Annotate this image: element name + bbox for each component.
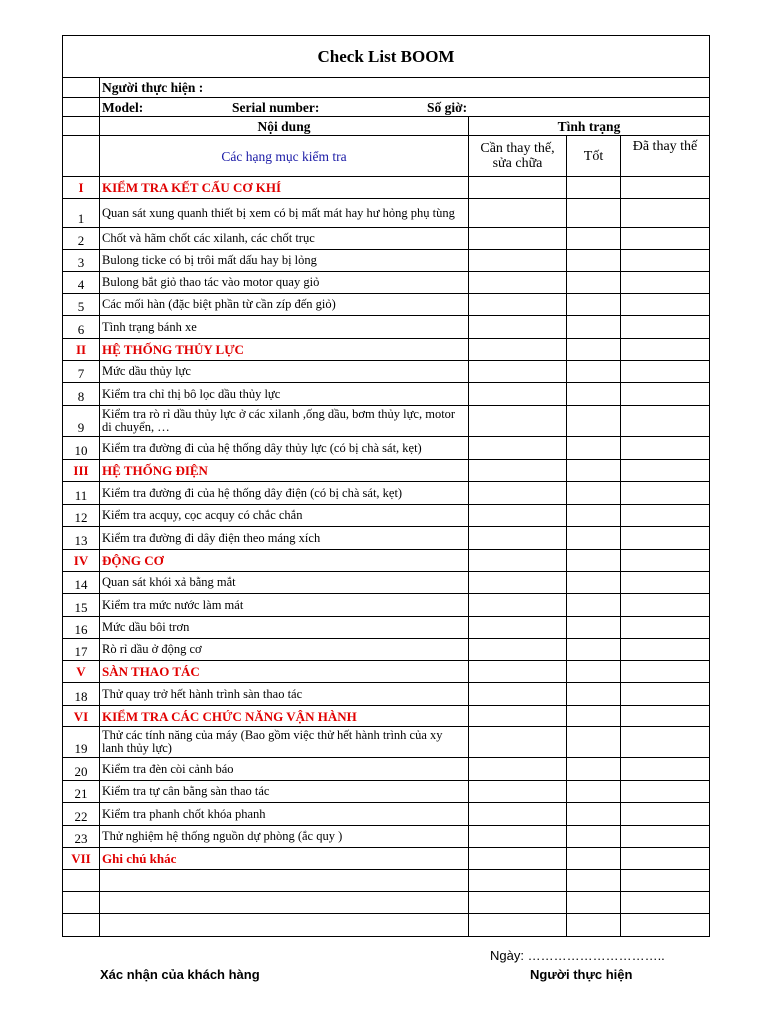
good-checkbox-cell[interactable] bbox=[567, 803, 621, 826]
item-description: Các mối hàn (đặc biệt phần từ cần zíp đến giỏ) bbox=[100, 294, 469, 316]
item-number: 17 bbox=[63, 639, 100, 661]
replaced-checkbox-cell[interactable] bbox=[621, 870, 710, 892]
replaced-checkbox-cell[interactable] bbox=[621, 294, 710, 316]
replaced-checkbox-cell[interactable] bbox=[621, 572, 710, 594]
replace-repair-checkbox-cell[interactable] bbox=[469, 250, 567, 272]
good-checkbox-cell[interactable] bbox=[567, 505, 621, 527]
replace-repair-checkbox-cell[interactable] bbox=[469, 505, 567, 527]
checklist-item-row bbox=[63, 727, 710, 758]
replaced-checkbox-cell[interactable] bbox=[621, 758, 710, 781]
replaced-checkbox-cell[interactable] bbox=[621, 482, 710, 505]
replace-repair-checkbox-cell[interactable] bbox=[469, 316, 567, 339]
checklist-item-row bbox=[63, 781, 710, 803]
items-heading: Các hạng mục kiểm tra bbox=[100, 136, 469, 177]
good-checkbox-cell[interactable] bbox=[567, 870, 621, 892]
item-number: 11 bbox=[63, 482, 100, 505]
item-number: 15 bbox=[63, 594, 100, 617]
item-number: 22 bbox=[63, 803, 100, 826]
item-description: Bulong bắt giỏ thao tác vào motor quay giỏ bbox=[100, 272, 469, 294]
replace-repair-checkbox-cell[interactable] bbox=[469, 870, 567, 892]
replace-repair-checkbox-cell[interactable] bbox=[469, 550, 567, 572]
replace-repair-checkbox-cell[interactable] bbox=[469, 199, 567, 228]
good-checkbox-cell[interactable] bbox=[567, 826, 621, 848]
checklist-item-row bbox=[63, 639, 710, 661]
checklist-item-row bbox=[63, 683, 710, 706]
item-number: 7 bbox=[63, 361, 100, 383]
replace-repair-checkbox-cell[interactable] bbox=[469, 437, 567, 460]
good-checkbox-cell[interactable] bbox=[567, 758, 621, 781]
item-number: 9 bbox=[63, 406, 100, 437]
replaced-checkbox-cell[interactable] bbox=[621, 683, 710, 706]
replace-repair-checkbox-cell[interactable] bbox=[469, 572, 567, 594]
item-description: Mức dầu bôi trơn bbox=[100, 617, 469, 639]
good-checkbox-cell[interactable] bbox=[567, 781, 621, 803]
replace-repair-checkbox-cell[interactable] bbox=[469, 661, 567, 683]
performer-field[interactable]: Người thực hiện : bbox=[100, 78, 710, 98]
section-number: V bbox=[63, 661, 100, 683]
replace-repair-checkbox-cell[interactable] bbox=[469, 758, 567, 781]
item-description: Kiểm tra chỉ thị bô lọc dầu thủy lực bbox=[100, 383, 469, 406]
good-checkbox-cell[interactable] bbox=[567, 594, 621, 617]
replaced-checkbox-cell[interactable] bbox=[621, 383, 710, 406]
item-number: 3 bbox=[63, 250, 100, 272]
good-checkbox-cell[interactable] bbox=[567, 914, 621, 937]
item-description: Thử các tính năng của máy (Bao gồm việc thử hết hành trình của xy lanh thủy lực) bbox=[100, 727, 469, 758]
replaced-checkbox-cell[interactable] bbox=[621, 177, 710, 199]
item-description: Kiểm tra acquy, cọc acquy có chắc chắn bbox=[100, 505, 469, 527]
good-checkbox-cell[interactable] bbox=[567, 406, 621, 437]
status-column-header: Tình trạng bbox=[469, 117, 710, 136]
item-number: 19 bbox=[63, 727, 100, 758]
blank-number-cell bbox=[63, 870, 100, 892]
replace-repair-checkbox-cell[interactable] bbox=[469, 914, 567, 937]
replace-repair-checkbox-cell[interactable] bbox=[469, 177, 567, 199]
good-checkbox-cell[interactable] bbox=[567, 177, 621, 199]
checklist-item-row bbox=[63, 572, 710, 594]
checklist-item-row bbox=[63, 250, 710, 272]
section-row bbox=[63, 339, 710, 361]
item-number: 21 bbox=[63, 781, 100, 803]
replaced-checkbox-cell[interactable] bbox=[621, 617, 710, 639]
replaced-checkbox-cell[interactable] bbox=[621, 250, 710, 272]
checklist-table bbox=[62, 35, 710, 937]
item-number: 5 bbox=[63, 294, 100, 316]
page-title: Check List BOOM bbox=[63, 36, 710, 78]
item-description: Quan sát xung quanh thiết bị xem có bị mất mát hay hư hỏng phụ tùng bbox=[100, 199, 469, 228]
item-number: 8 bbox=[63, 383, 100, 406]
good-column-header: Tốt bbox=[567, 136, 621, 177]
checklist-item-row bbox=[63, 199, 710, 228]
replaced-checkbox-cell[interactable] bbox=[621, 339, 710, 361]
replaced-checkbox-cell[interactable] bbox=[621, 460, 710, 482]
replaced-checkbox-cell[interactable] bbox=[621, 406, 710, 437]
item-description: Tình trạng bánh xe bbox=[100, 316, 469, 339]
item-description: Kiểm tra đường đi của hệ thống dây thủy lực (có bị chà sát, kẹt) bbox=[100, 437, 469, 460]
section-number: IV bbox=[63, 550, 100, 572]
item-number: 4 bbox=[63, 272, 100, 294]
model-label: Model: bbox=[102, 99, 144, 115]
blank-note-row bbox=[63, 870, 710, 892]
replace-repair-column-header: Cần thay thế, sửa chữa bbox=[469, 136, 567, 177]
replace-repair-checkbox-cell[interactable] bbox=[469, 383, 567, 406]
good-checkbox-cell[interactable] bbox=[567, 527, 621, 550]
section-row bbox=[63, 177, 710, 199]
good-checkbox-cell[interactable] bbox=[567, 550, 621, 572]
good-checkbox-cell[interactable] bbox=[567, 228, 621, 250]
replace-repair-checkbox-cell[interactable] bbox=[469, 361, 567, 383]
item-description: Kiểm tra tự cân bằng sàn thao tác bbox=[100, 781, 469, 803]
item-number: 10 bbox=[63, 437, 100, 460]
replace-repair-checkbox-cell[interactable] bbox=[469, 826, 567, 848]
replaced-checkbox-cell[interactable] bbox=[621, 199, 710, 228]
replaced-checkbox-cell[interactable] bbox=[621, 272, 710, 294]
blank-number-cell bbox=[63, 892, 100, 914]
replaced-checkbox-cell[interactable] bbox=[621, 361, 710, 383]
customer-confirmation-label: Xác nhận của khách hàng bbox=[100, 967, 260, 982]
good-checkbox-cell[interactable] bbox=[567, 272, 621, 294]
checklist-item-row bbox=[63, 482, 710, 505]
replace-repair-checkbox-cell[interactable] bbox=[469, 482, 567, 505]
replace-repair-checkbox-cell[interactable] bbox=[469, 781, 567, 803]
good-checkbox-cell[interactable] bbox=[567, 383, 621, 406]
replace-repair-checkbox-cell[interactable] bbox=[469, 339, 567, 361]
replace-repair-checkbox-cell[interactable] bbox=[469, 594, 567, 617]
item-number: 18 bbox=[63, 683, 100, 706]
item-number: 2 bbox=[63, 228, 100, 250]
section-row bbox=[63, 460, 710, 482]
replace-repair-checkbox-cell[interactable] bbox=[469, 617, 567, 639]
good-checkbox-cell[interactable] bbox=[567, 848, 621, 870]
replace-repair-checkbox-cell[interactable] bbox=[469, 892, 567, 914]
good-checkbox-cell[interactable] bbox=[567, 727, 621, 758]
replaced-column-header: Đã thay thế bbox=[621, 136, 710, 177]
good-checkbox-cell[interactable] bbox=[567, 892, 621, 914]
replace-repair-checkbox-cell[interactable] bbox=[469, 848, 567, 870]
item-description: Quan sát khói xả bằng mắt bbox=[100, 572, 469, 594]
section-title: KIỂM TRA CÁC CHỨC NĂNG VẬN HÀNH bbox=[100, 706, 469, 727]
good-checkbox-cell[interactable] bbox=[567, 361, 621, 383]
item-description: Bulong ticke có bị trôi mất dấu hay bị lỏng bbox=[100, 250, 469, 272]
replaced-checkbox-cell[interactable] bbox=[621, 505, 710, 527]
model-serial-hours-row[interactable] bbox=[100, 98, 710, 117]
content-column-header: Nội dung bbox=[100, 117, 469, 136]
checklist-item-row bbox=[63, 826, 710, 848]
good-checkbox-cell[interactable] bbox=[567, 250, 621, 272]
replaced-checkbox-cell[interactable] bbox=[621, 706, 710, 727]
good-checkbox-cell[interactable] bbox=[567, 661, 621, 683]
replaced-checkbox-cell[interactable] bbox=[621, 781, 710, 803]
item-description: Kiểm tra phanh chốt khóa phanh bbox=[100, 803, 469, 826]
item-description: Kiểm tra đường đi dây điện theo máng xích bbox=[100, 527, 469, 550]
item-description: Thử quay trở hết hành trình sàn thao tác bbox=[100, 683, 469, 706]
checklist-item-row bbox=[63, 437, 710, 460]
item-description: Kiểm tra rò rỉ dầu thủy lực ở các xilanh ,ống dầu, bơm thủy lực, motor di chuyển, … bbox=[100, 406, 469, 437]
section-row bbox=[63, 661, 710, 683]
replaced-checkbox-cell[interactable] bbox=[621, 527, 710, 550]
good-checkbox-cell[interactable] bbox=[567, 617, 621, 639]
replace-repair-checkbox-cell[interactable] bbox=[469, 706, 567, 727]
section-title: KIỂM TRA KẾT CẤU CƠ KHÍ bbox=[100, 177, 469, 199]
good-checkbox-cell[interactable] bbox=[567, 706, 621, 727]
good-checkbox-cell[interactable] bbox=[567, 437, 621, 460]
section-title: HỆ THỐNG THỦY LỰC bbox=[100, 339, 469, 361]
replaced-checkbox-cell[interactable] bbox=[621, 914, 710, 937]
replace-repair-checkbox-cell[interactable] bbox=[469, 727, 567, 758]
checklist-item-row bbox=[63, 527, 710, 550]
performer-signature-label: Người thực hiện bbox=[530, 967, 633, 982]
date-field[interactable]: Ngày: ………………………….. bbox=[490, 948, 665, 963]
item-description: Thử nghiệm hệ thống nguồn dự phòng (ắc quy ) bbox=[100, 826, 469, 848]
blank-number-cell bbox=[63, 914, 100, 937]
section-title: ĐỘNG CƠ bbox=[100, 550, 469, 572]
section-row bbox=[63, 550, 710, 572]
item-description: Mức dầu thủy lực bbox=[100, 361, 469, 383]
item-number: 6 bbox=[63, 316, 100, 339]
checklist-item-row bbox=[63, 361, 710, 383]
item-description: Rò rỉ dầu ở động cơ bbox=[100, 639, 469, 661]
checklist-item-row bbox=[63, 406, 710, 437]
section-row bbox=[63, 706, 710, 727]
replaced-checkbox-cell[interactable] bbox=[621, 848, 710, 870]
section-title: SÀN THAO TÁC bbox=[100, 661, 469, 683]
checklist-item-row bbox=[63, 272, 710, 294]
note-input-cell[interactable] bbox=[100, 914, 469, 937]
replace-repair-checkbox-cell[interactable] bbox=[469, 683, 567, 706]
item-description: Chốt và hãm chốt các xilanh, các chốt trục bbox=[100, 228, 469, 250]
section-number: VII bbox=[63, 848, 100, 870]
checklist-item-row bbox=[63, 294, 710, 316]
checklist-item-row bbox=[63, 316, 710, 339]
section-number: VI bbox=[63, 706, 100, 727]
replace-repair-checkbox-cell[interactable] bbox=[469, 294, 567, 316]
replaced-checkbox-cell[interactable] bbox=[621, 316, 710, 339]
section-title: HỆ THỐNG ĐIỆN bbox=[100, 460, 469, 482]
replace-repair-checkbox-cell[interactable] bbox=[469, 460, 567, 482]
replace-repair-checkbox-cell[interactable] bbox=[469, 803, 567, 826]
blank-note-row bbox=[63, 914, 710, 937]
item-description: Kiểm tra đèn còi cảnh báo bbox=[100, 758, 469, 781]
item-description: Kiểm tra mức nước làm mát bbox=[100, 594, 469, 617]
item-number: 13 bbox=[63, 527, 100, 550]
replaced-checkbox-cell[interactable] bbox=[621, 594, 710, 617]
item-number: 1 bbox=[63, 199, 100, 228]
checklist-item-row bbox=[63, 758, 710, 781]
item-number: 20 bbox=[63, 758, 100, 781]
section-number: II bbox=[63, 339, 100, 361]
item-number: 16 bbox=[63, 617, 100, 639]
checklist-item-row bbox=[63, 594, 710, 617]
replaced-checkbox-cell[interactable] bbox=[621, 639, 710, 661]
checklist-item-row bbox=[63, 803, 710, 826]
good-checkbox-cell[interactable] bbox=[567, 316, 621, 339]
replaced-checkbox-cell[interactable] bbox=[621, 550, 710, 572]
checklist-item-row bbox=[63, 505, 710, 527]
replaced-checkbox-cell[interactable] bbox=[621, 892, 710, 914]
good-checkbox-cell[interactable] bbox=[567, 572, 621, 594]
good-checkbox-cell[interactable] bbox=[567, 639, 621, 661]
replace-repair-checkbox-cell[interactable] bbox=[469, 406, 567, 437]
good-checkbox-cell[interactable] bbox=[567, 460, 621, 482]
hours-label: Số giờ: bbox=[427, 99, 468, 115]
good-checkbox-cell[interactable] bbox=[567, 199, 621, 228]
item-number: 12 bbox=[63, 505, 100, 527]
replaced-checkbox-cell[interactable] bbox=[621, 826, 710, 848]
replaced-checkbox-cell[interactable] bbox=[621, 803, 710, 826]
replace-repair-checkbox-cell[interactable] bbox=[469, 272, 567, 294]
note-input-cell[interactable] bbox=[100, 892, 469, 914]
replace-repair-checkbox-cell[interactable] bbox=[469, 228, 567, 250]
serial-number-label: Serial number: bbox=[232, 99, 320, 115]
good-checkbox-cell[interactable] bbox=[567, 683, 621, 706]
section-row bbox=[63, 848, 710, 870]
item-number: 23 bbox=[63, 826, 100, 848]
section-number: III bbox=[63, 460, 100, 482]
item-number: 14 bbox=[63, 572, 100, 594]
blank-note-row bbox=[63, 892, 710, 914]
section-number: I bbox=[63, 177, 100, 199]
replaced-checkbox-cell[interactable] bbox=[621, 727, 710, 758]
good-checkbox-cell[interactable] bbox=[567, 482, 621, 505]
section-title: Ghi chú khác bbox=[100, 848, 469, 870]
replaced-checkbox-cell[interactable] bbox=[621, 228, 710, 250]
replace-repair-checkbox-cell[interactable] bbox=[469, 527, 567, 550]
replaced-checkbox-cell[interactable] bbox=[621, 661, 710, 683]
note-input-cell[interactable] bbox=[100, 870, 469, 892]
replaced-checkbox-cell[interactable] bbox=[621, 437, 710, 460]
checklist-item-row bbox=[63, 383, 710, 406]
checklist-item-row bbox=[63, 228, 710, 250]
item-description: Kiểm tra đường đi của hệ thống dây điện (có bị chà sát, kẹt) bbox=[100, 482, 469, 505]
good-checkbox-cell[interactable] bbox=[567, 339, 621, 361]
good-checkbox-cell[interactable] bbox=[567, 294, 621, 316]
checklist-item-row bbox=[63, 617, 710, 639]
replace-repair-checkbox-cell[interactable] bbox=[469, 639, 567, 661]
